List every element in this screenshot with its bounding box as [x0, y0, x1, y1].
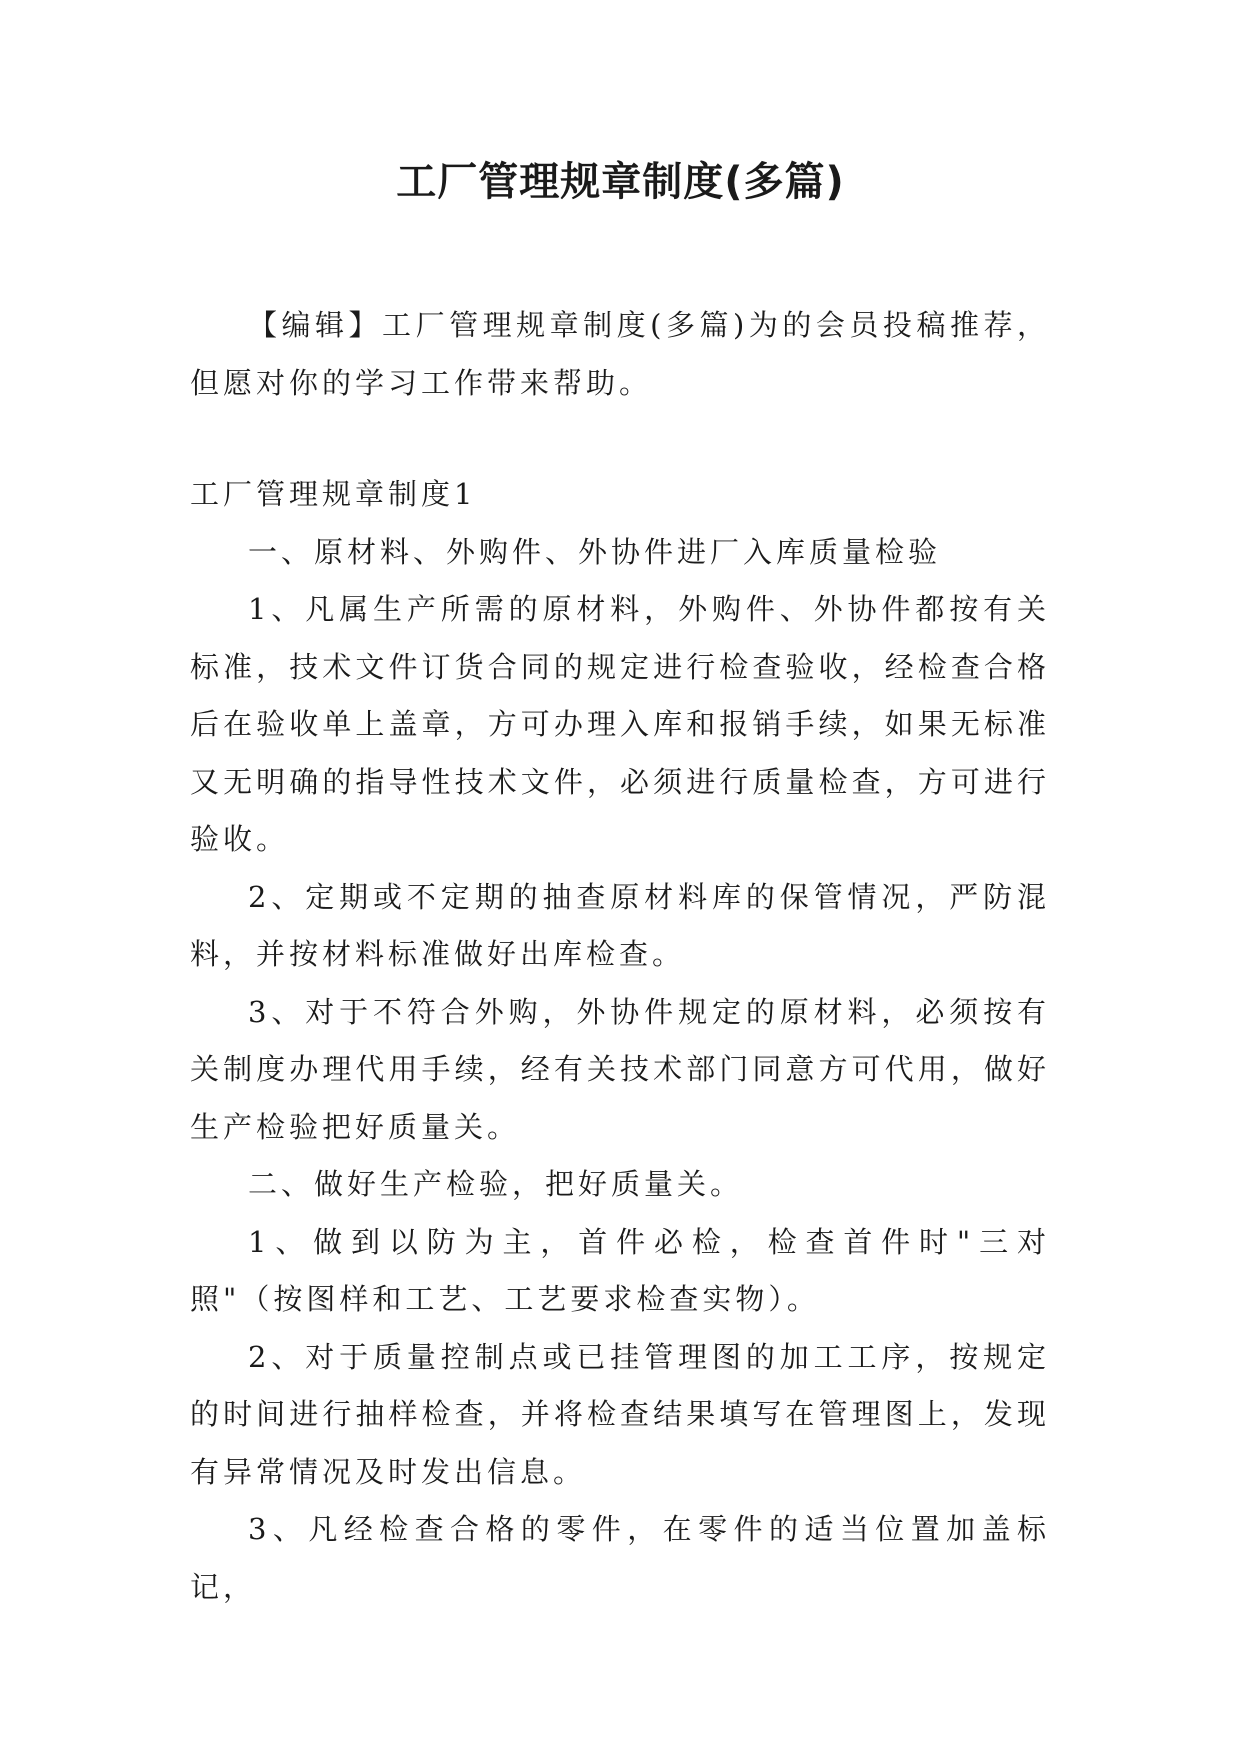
heading-paragraph: 二、做好生产检验，把好质量关。	[248, 1167, 744, 1201]
body-paragraph: 1、凡属生产所需的原材料，外购件、外协件都按有关标准，技术文件订货合同的规定进行检查验收，经检查合格后在验收单上盖章，方可办理入库和报销手续，如果无标准又无明确的指导性技术文件，必须进行质量检查，方可进行验收。	[190, 592, 1050, 856]
body-paragraph: 3、凡经检查合格的零件，在零件的适当位置加盖标记，	[190, 1512, 1050, 1604]
document-title: 工厂管理规章制度(多篇)	[396, 159, 845, 205]
intro-paragraph: 【编辑】工厂管理规章制度(多篇)为的会员投稿推荐，但愿对你的学习工作带来帮助。	[190, 308, 1050, 400]
body-paragraph: 2、对于质量控制点或已挂管理图的加工工序，按规定的时间进行抽样检查，并将检查结果填写在管理图上，发现有异常情况及时发出信息。	[190, 1339, 1050, 1489]
heading-paragraph: 一、原材料、外购件、外协件进厂入库质量检验	[248, 534, 942, 569]
intro-block	[190, 296, 1050, 412]
body-paragraph: 3、对于不符合外购，外协件规定的原材料，必须按有关制度办理代用手续，经有关技术部门同意方可代用，做好生产检验把好质量关。	[190, 994, 1050, 1144]
body-paragraph: 1、做到以防为主，首件必检，检查首件时"三对照"（按图样和工艺、工艺要求检查实物）。	[190, 1224, 1050, 1316]
body-paragraph: 2、定期或不定期的抽查原材料库的保管情况，严防混料，并按材料标准做好出库检查。	[190, 879, 1050, 971]
section-title: 工厂管理规章制度1	[190, 477, 477, 511]
content-block	[190, 466, 1050, 1616]
